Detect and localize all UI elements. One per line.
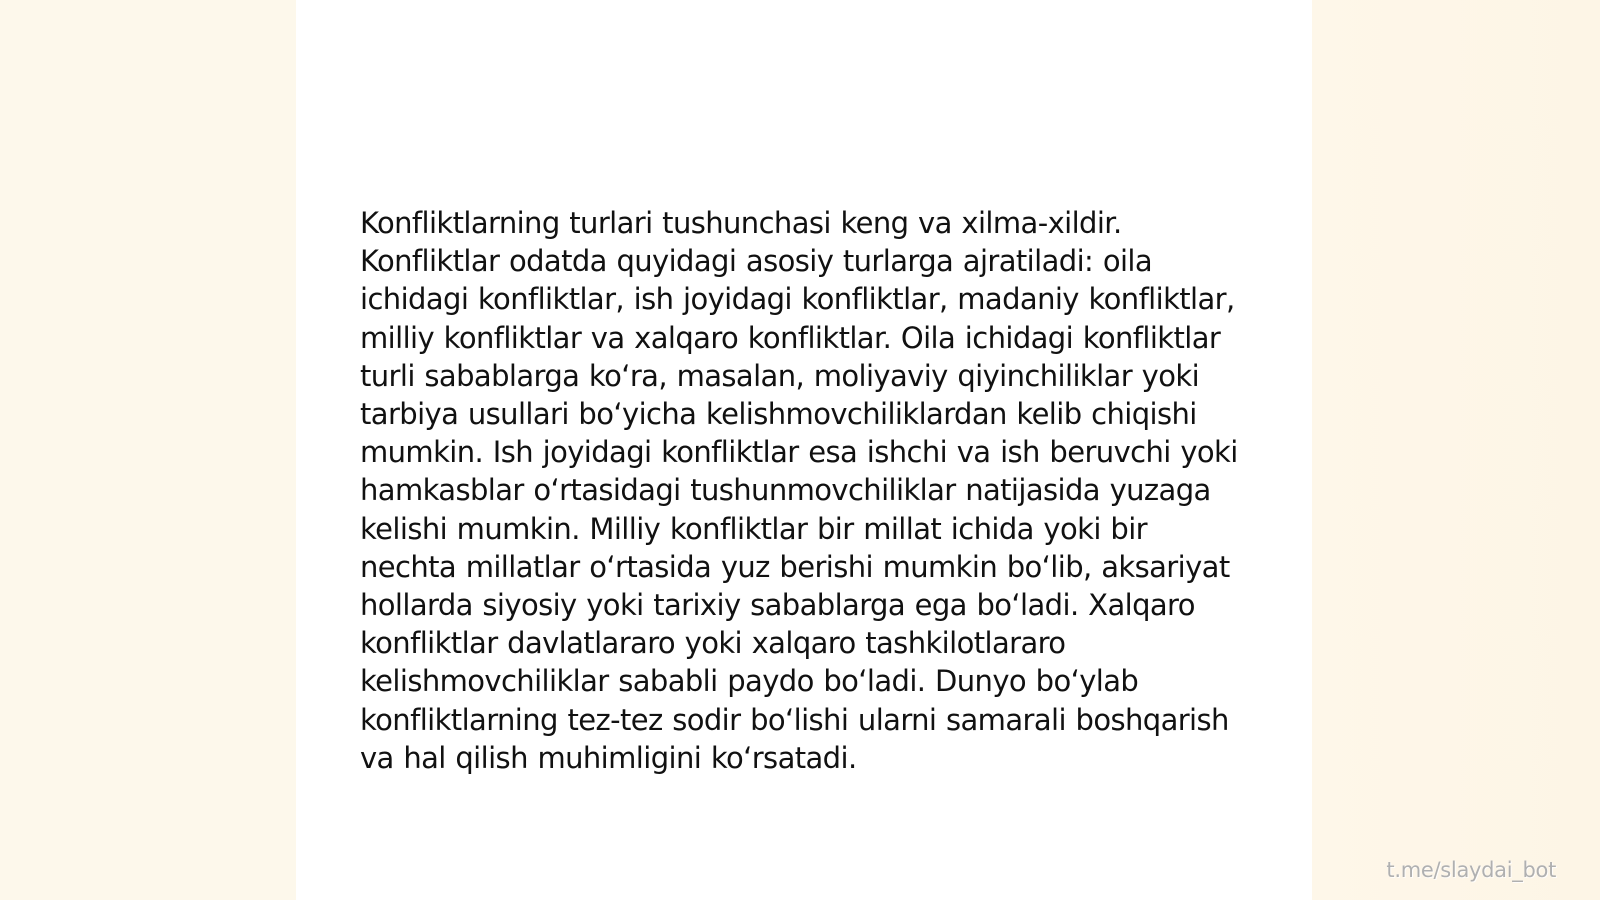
right-background-panel xyxy=(1312,0,1600,900)
left-background-panel xyxy=(0,0,296,900)
watermark-text: t.me/slaydai_bot xyxy=(1386,858,1556,882)
slide-canvas xyxy=(296,0,1312,900)
slide-body-text: Konfliktlarning turlari tushunchasi keng va xilma-xildir. Konfliktlar odatda quyidagi asosiy turlarga ajratiladi: oila ichidagi konfliktlar, ish joyidagi konfliktlar, madaniy konfliktlar, milliy konfliktlar va xalqaro konfliktlar. Oila ichidagi konfliktlar turli sabablarga koʻra, masalan, moliyaviy qiyinchiliklar yoki tarbiya usullari boʻyicha kelishmovchiliklardan kelib chiqishi mumkin. Ish joyidagi konfliktlar esa ishchi va ish beruvchi yoki hamkasblar oʻrtasidagi tushunmovchiliklar natijasida yuzaga kelishi mumkin. Milliy konfliktlar bir millat ichida yoki bir nechta millatlar oʻrtasida yuz berishi mumkin boʻlib, aksariyat hollarda siyosiy yoki tarixiy sabablarga ega boʻladi. Xalqaro konfliktlar davlatlararo yoki xalqaro tashkilotlararo kelishmovchiliklar sababli paydo boʻladi. Dunyo boʻylab konfliktlarning tez-tez sodir boʻlishi ularni samarali boshqarish va hal qilish muhimligini koʻrsatadi. xyxy=(360,206,1238,775)
